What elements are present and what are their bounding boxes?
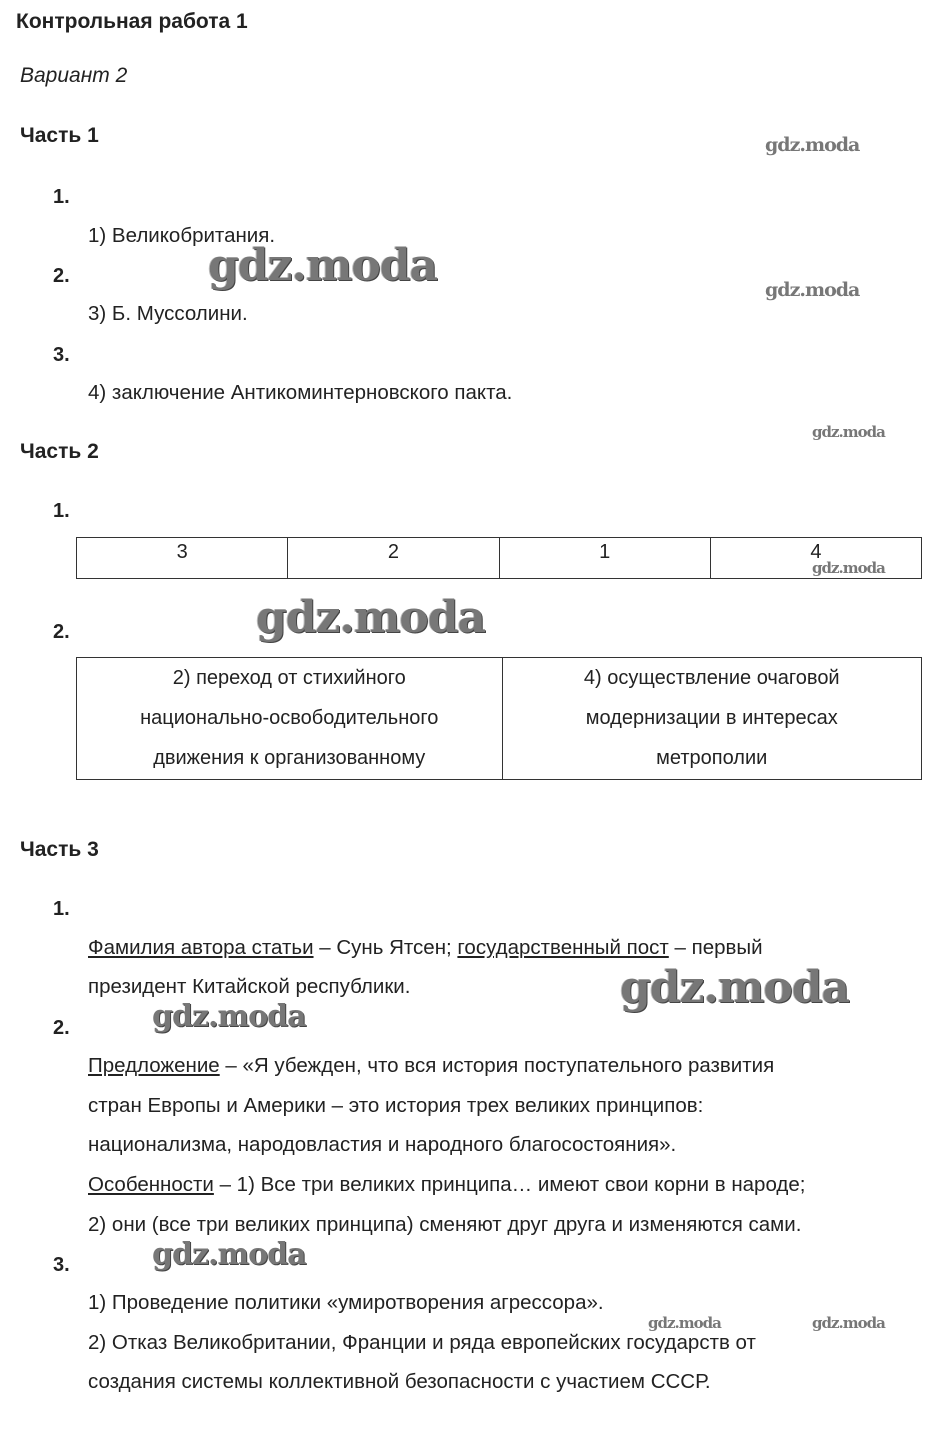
part1-q2-number: 2. <box>53 265 70 287</box>
table-row <box>77 538 922 579</box>
cell-line: 4) осуществление очаговой <box>583 667 840 689</box>
cell-line: модернизации в интересах <box>585 707 838 729</box>
part3-q2-line4 <box>88 1165 805 1205</box>
cell-line: национально-освободительного <box>140 707 439 729</box>
part3-q2-line2: стран Европы и Америки – это история трех великих принципов: <box>88 1094 704 1117</box>
watermark: gdz.moda <box>620 962 850 1013</box>
table-cell: 2 <box>288 538 499 579</box>
cell-line: 2) переход от стихийного <box>172 667 406 689</box>
part3-q2-line3: национализма, народовластия и народного благосостояния». <box>88 1133 677 1156</box>
part2-q2-answer-table <box>76 657 922 780</box>
part3-q2-line5: 2) они (все три великих принципа) сменяют друг друга и изменяются сами. <box>88 1213 802 1236</box>
watermark: gdz.moda <box>152 1237 306 1272</box>
part3-q1-number: 1. <box>53 898 70 920</box>
part1-q3-answer: 4) заключение Антикоминтерновского пакта. <box>88 381 513 404</box>
watermark: gdz.moda <box>648 1314 721 1332</box>
part1-q3-number: 3. <box>53 344 70 366</box>
watermark: gdz.moda <box>812 1314 885 1332</box>
cell-line: движения к организованному <box>153 747 426 769</box>
features-text: – 1) Все три великих принципа… имеют свои корни в народе; <box>213 1173 806 1196</box>
post-value: – первый <box>668 936 763 959</box>
part1-q1-answer: 1) Великобритания. <box>88 224 276 247</box>
table-cell: 1 <box>499 538 710 579</box>
part2-heading: Часть 2 <box>20 440 99 463</box>
table-cell <box>502 658 922 780</box>
part2-q1-answer-table <box>76 537 922 579</box>
features-label: Особенности <box>88 1173 214 1196</box>
sentence-label: Предложение <box>88 1054 220 1077</box>
part3-q2-line1 <box>88 1046 774 1086</box>
part2-q1-number: 1. <box>53 500 70 522</box>
table-cell: 4 <box>710 538 921 579</box>
watermark: gdz.moda <box>812 423 885 441</box>
part3-q3-line2: 2) Отказ Великобритании, Франции и ряда европейских государств от <box>88 1331 756 1354</box>
part1-q2-answer: 3) Б. Муссолини. <box>88 302 248 325</box>
part3-heading: Часть 3 <box>20 838 99 861</box>
post-label: государственный пост <box>457 936 669 959</box>
variant-label: Вариант 2 <box>20 64 128 87</box>
page-title: Контрольная работа 1 <box>16 10 248 33</box>
table-cell <box>77 658 503 780</box>
part3-q3-line3: создания системы коллективной безопасности с участием СССР. <box>88 1370 711 1393</box>
author-value: – Сунь Ятсен; <box>313 936 458 959</box>
author-label: Фамилия автора статьи <box>88 936 314 959</box>
cell-line: метрополии <box>656 747 768 769</box>
part3-q1-line2: президент Китайской республики. <box>88 975 411 998</box>
part3-q2-number: 2. <box>53 1017 70 1039</box>
watermark: gdz.moda <box>765 134 860 156</box>
watermark: gdz.moda <box>765 279 860 301</box>
part1-q1-number: 1. <box>53 186 70 208</box>
sentence-text: – «Я убежден, что вся история поступательного развития <box>219 1054 775 1077</box>
part3-q3-line1: 1) Проведение политики «умиротворения агрессора». <box>88 1291 604 1314</box>
part3-q3-number: 3. <box>53 1254 70 1276</box>
part1-heading: Часть 1 <box>20 124 99 147</box>
table-row <box>77 658 922 780</box>
table-cell: 3 <box>77 538 288 579</box>
watermark: gdz.moda <box>256 592 486 643</box>
watermark: gdz.moda <box>208 240 438 291</box>
watermark: gdz.moda <box>812 559 885 577</box>
watermark: gdz.moda <box>152 999 306 1034</box>
part2-q2-number: 2. <box>53 621 70 643</box>
